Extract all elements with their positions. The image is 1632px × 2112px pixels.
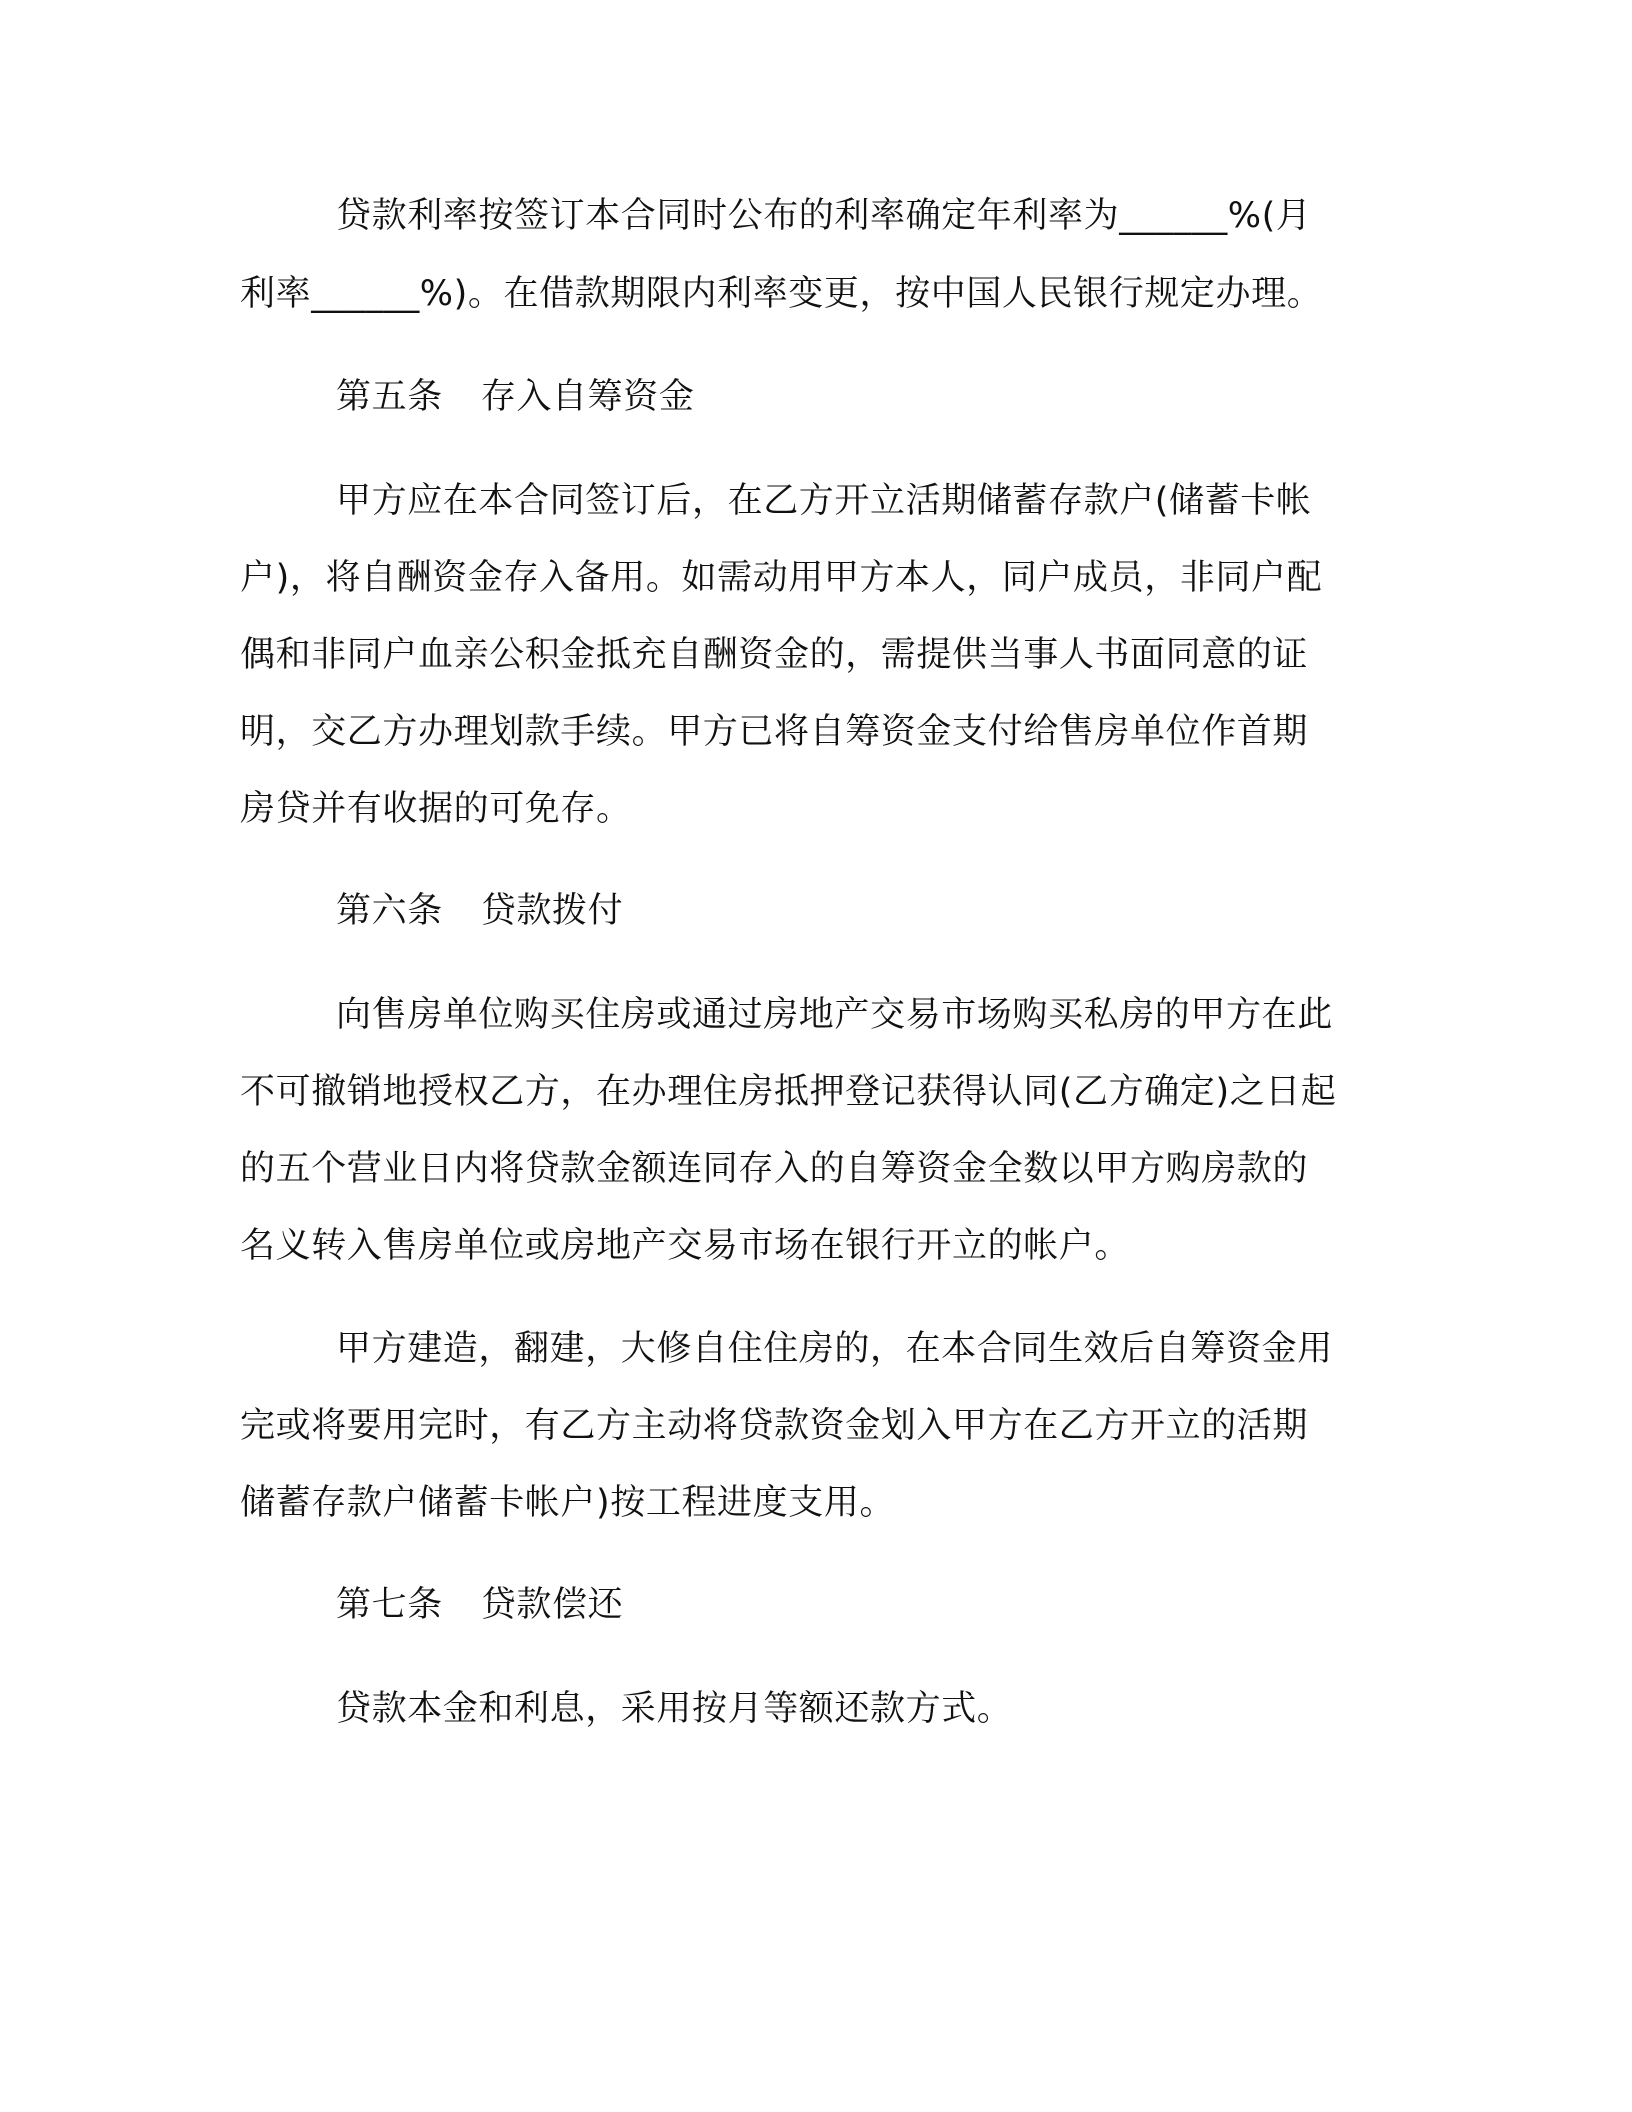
paragraph-line: 贷款本金和利息，采用按月等额还款方式。	[336, 1689, 1013, 1729]
paragraph-line: 贷款利率按签订本合同时公布的利率确定年利率为______%(月	[336, 196, 1312, 236]
paragraph-line: 完或将要用完时，有乙方主动将贷款资金划入甲方在乙方开立的活期	[240, 1406, 1309, 1446]
paragraph-line: 房贷并有收据的可免存。	[240, 789, 632, 829]
article-number: 第七条	[336, 1585, 443, 1625]
paragraph-line: 的五个营业日内将贷款金额连同存入的自筹资金全数以甲方购房款的	[240, 1149, 1309, 1189]
article-number: 第六条	[336, 891, 443, 931]
article-heading	[336, 1583, 623, 1627]
paragraph-line: 甲方建造，翻建，大修自住住房的，在本合同生效后自筹资金用	[336, 1329, 1333, 1369]
article-heading	[336, 375, 694, 419]
paragraph-line: 明，交乙方办理划款手续。甲方已将自筹资金支付给售房单位作首期	[240, 712, 1309, 752]
paragraph-line: 不可撤销地授权乙方，在办理住房抵押登记获得认同(乙方确定)之日起	[240, 1072, 1337, 1112]
paragraph-line: 户)，将自酬资金存入备用。如需动用甲方本人，同户成员，非同户配	[240, 558, 1323, 598]
article-title: 存入自筹资金	[480, 377, 695, 417]
paragraph-line: 利率______%)。在借款期限内利率变更，按中国人民银行规定办理。	[240, 274, 1323, 314]
paragraph-line: 储蓄存款户储蓄卡帐户)按工程进度支用。	[240, 1483, 896, 1523]
article-title: 贷款偿还	[480, 1585, 624, 1625]
article-title: 贷款拨付	[480, 891, 624, 931]
article-heading	[336, 889, 623, 933]
paragraph-line: 甲方应在本合同签订后，在乙方开立活期储蓄存款户(储蓄卡帐	[336, 481, 1312, 521]
article-number: 第五条	[336, 377, 443, 417]
paragraph-line: 向售房单位购买住房或通过房地产交易市场购买私房的甲方在此	[336, 995, 1333, 1035]
paragraph-line: 名义转入售房单位或房地产交易市场在银行开立的帐户。	[240, 1226, 1131, 1266]
paragraph-line: 偶和非同户血亲公积金抵充自酬资金的，需提供当事人书面同意的证	[240, 635, 1309, 675]
